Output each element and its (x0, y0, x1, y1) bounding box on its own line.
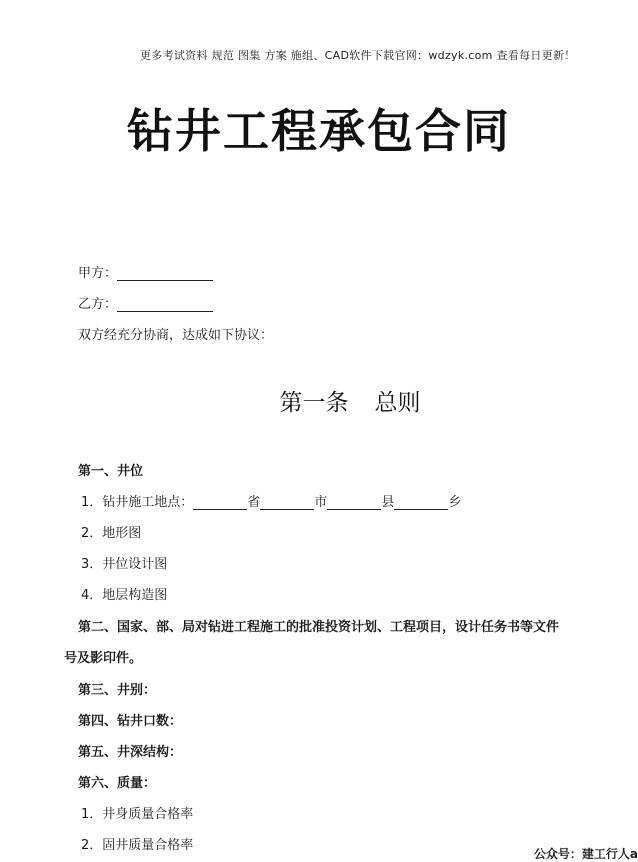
section-3-title: 第三、井别： (78, 683, 157, 698)
province-label: 省 (247, 495, 261, 510)
section-6-item-2: 2．固井质量合格率 (81, 838, 194, 853)
section-1-item-3: 3．井位设计图 (81, 557, 168, 572)
section-1-item-4: 4．地层构造图 (81, 588, 168, 603)
section-1-item-1 (81, 491, 461, 510)
section-1-title: 第一、井位 (78, 464, 144, 479)
item-1-prefix: 1．钻井施工地点： (81, 495, 194, 510)
agreement-statement: 双方经充分协商，达成如下协议： (78, 328, 274, 343)
section-6-title: 第六、质量： (78, 776, 157, 791)
chapter-name: 总则 (374, 390, 421, 416)
document-title: 钻井工程承包合同 (127, 104, 511, 158)
party-a-line (78, 262, 213, 281)
city-blank (260, 495, 314, 510)
party-a-blank (117, 266, 213, 281)
party-a-label: 甲方： (78, 266, 118, 281)
section-2-line-2: 号及影印件。 (64, 651, 143, 666)
city-label: 市 (314, 495, 328, 510)
section-4-title: 第四、钻井口数： (78, 714, 183, 729)
township-blank (394, 495, 448, 510)
section-6-item-1: 1．井身质量合格率 (81, 807, 194, 822)
county-blank (327, 495, 381, 510)
party-b-blank (117, 297, 213, 312)
chapter-number: 第一条 (279, 390, 349, 416)
header-note: 更多考试资料 规范 图集 方案 施组、CAD软件下载官网：wdzyk.com 查看每日更新！ (140, 49, 576, 62)
section-5-title: 第五、井深结构： (78, 745, 183, 760)
watermark: 公众号：建工行人a (533, 847, 638, 861)
section-2-line-1: 第二、国家、部、局对钻进工程施工的批准投资计划、工程项目，设计任务书等文件 (78, 620, 560, 635)
county-label: 县 (381, 495, 395, 510)
party-b-label: 乙方： (78, 297, 118, 312)
chapter-title (0, 384, 638, 417)
township-label: 乡 (448, 495, 462, 510)
section-1-item-2: 2．地形图 (81, 526, 142, 541)
party-b-line (78, 293, 213, 312)
province-blank (193, 495, 247, 510)
